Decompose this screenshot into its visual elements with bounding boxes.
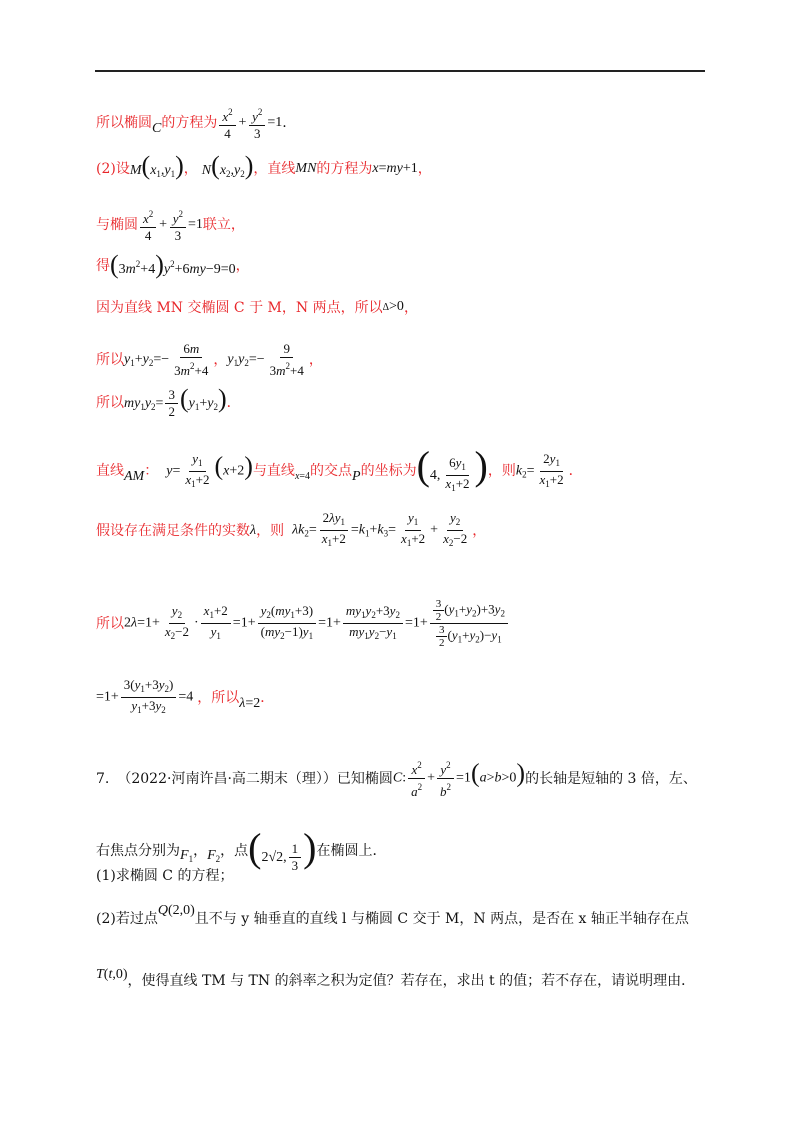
solution-line-7: 所以 $my_1y_2=$ $\frac{3}{2}$ $(y_1+y_2)$ ． (96, 384, 241, 420)
solution-line-8: 直线 AM ： y= $\frac{y_1}{x_1+2}$ (x+2) 与直线 x=4 的交点 P 的坐标为 (4, $\frac{6y_1}{x_1+2}$ ) ，则 $k_2=$ $\frac{2y_1}{x_1+2}$ ． (96, 443, 583, 494)
solution-line-3: 与椭圆 $\frac{x^2}{4}$ + $\frac{y^2}{3}$ =1 联立， (96, 206, 245, 244)
solution-line-10: 所以 2λ=1+ $\frac{y_2}{x_2-2}$ · $\frac{x_1+2}{y_1}$ =1+ $\frac{y_2(my_1+3)}{(my_2-1)y_1}$ =1+ $\frac{my_1y_2+3y_2}{my_1y_2-y_1}$ =1+ $\frac{3}{2}$ $(y_1+y_2)+3y_2$ $\frac{3}{2}$ $(y_1+y_2)-y_1$ (96, 598, 510, 649)
solution-line-11: =1+ $\frac{3(y_1+3y_2)}{y_1+3y_2}$ =4 ，所以 λ=2 ． (96, 677, 275, 715)
solution-line-9: 假设存在满足条件的实数 λ ，则 $\lambda k_2=$ $\frac{2\lambda y_1}{x_1+2}$ $=k_1+k_3=$ $\frac{y_1}{x_1+2}$ + $\frac{y_2}{x_2-2}$ ， (96, 510, 487, 548)
solution-line-1: 所以椭圆 C 的方程为 $\frac{x^2}{4}$ + $\frac{y^2}{3}$ =1 . (96, 104, 287, 142)
problem-7-line-2: 右焦点分别为 $F_1$ ， $F_2$ ，点 (2√2, $\frac{1}{3}$ ) 在椭圆上． (96, 825, 387, 874)
problem-7-question-1: (1)求椭圆 C 的方程； (96, 868, 234, 884)
solution-line-4: 得 $(3m^2+4)y^2+6my-9=0$ ， (96, 250, 250, 279)
problem-7-question-2: (2)若过点 Q(2,0) 且不与 y 轴垂直的直线 l 与椭圆 C 交于 M，N 两点，是否在 x 轴正半轴存在点 (96, 903, 689, 927)
problem-number: 7. (96, 770, 110, 787)
problem-7-line-1: 7. （2022·河南许昌·高二期末（理））已知椭圆 C: $\frac{x^2}{a^2}$ + $\frac{y^2}{b^2}$ =1(a>b>0) 的长轴是短轴的 3 倍，左、 (96, 758, 697, 799)
solution-line-6: 所以 $y_1+y_2=-$ $\frac{6m}{3m^2+4}$ ， $y_1y_2=-$ $\frac{9}{3m^2+4}$ ， (96, 341, 323, 378)
header-rule (95, 70, 705, 72)
solution-line-5: 因为直线 MN 交椭圆 C 于 M，N 两点，所以 Δ>0 ， (96, 299, 418, 316)
solution-line-2: (2)设 $M(x_1,y_1)$ ， $N(x_2,y_2)$ ，直线 MN 的方程为 x=my+1 ， (96, 151, 432, 180)
problem-7-question-2-cont: T(t,0) ，使得直线 TM 与 TN 的斜率之积为定值？若存在，求出 t 的值；若不存在，请说明理由． (96, 967, 696, 989)
